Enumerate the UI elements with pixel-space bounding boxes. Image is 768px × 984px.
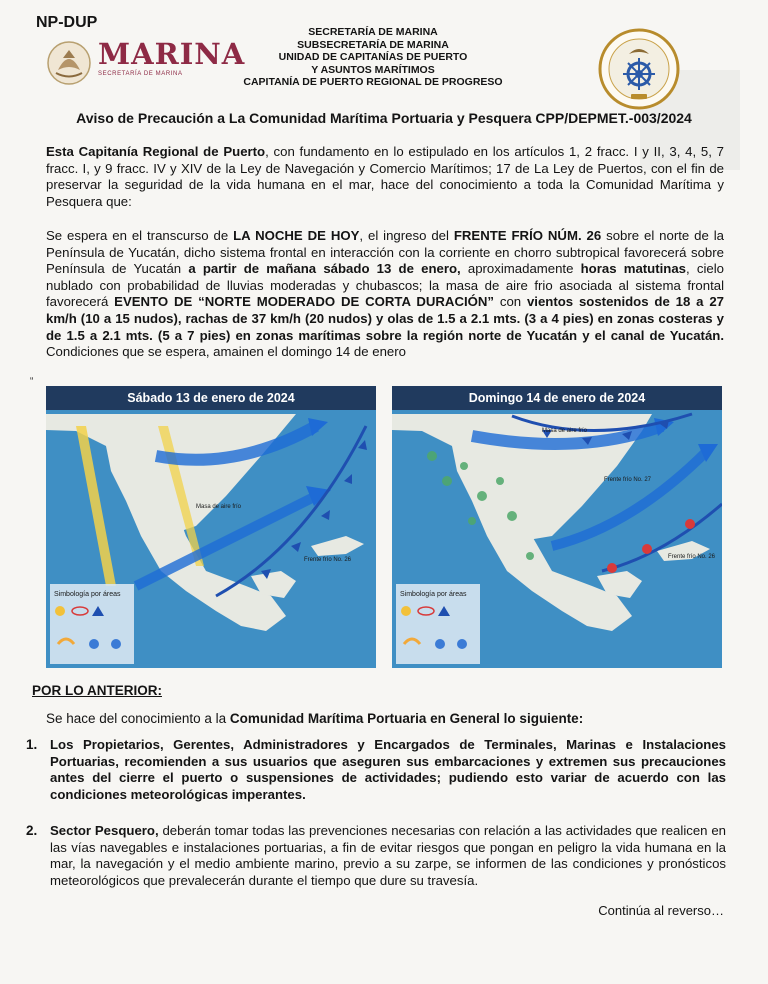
forecast-text: Condiciones que se espera, amainen el domingo 14 de enero <box>46 344 406 360</box>
map-label: Frente frío No. 26 <box>304 557 352 563</box>
forecast-text: Se espera en el transcurso de <box>46 228 234 243</box>
brand-name: MARINA <box>98 37 246 71</box>
item-number: 2. <box>26 823 38 838</box>
brand-subtitle: SECRETARÍA DE MARINA <box>98 71 183 77</box>
forecast-text: sobre el norte de la Península de Yucatán, dicho sistema frontal en interacción con la corriente en chorro subtropical favorecerá sobre Península de Yucatán <box>46 228 724 277</box>
forecast-text: con <box>494 294 527 310</box>
item-text <box>50 737 726 803</box>
intro-bold: Comunidad Marítima Portuaria en General lo siguiente: <box>229 711 584 726</box>
notice-title: Aviso de Precaución a La Comunidad Marítima Portuaria y Pesquera CPP/DEPMET.-003/2024 <box>76 110 692 126</box>
continue-note: Continúa al reverso… <box>598 903 724 918</box>
map-label: Masa de aire frío <box>196 504 242 510</box>
forecast-highlight: EVENTO DE “NORTE MODERADO DE CORTA DURACIÓN” <box>114 294 495 310</box>
side-mark: “ <box>30 376 34 387</box>
forecast-text: , cielo nublado con probabilidad de lluvias moderadas y chubascos; la masa de aire frio asociada al sistema frontal favorecerá <box>46 261 724 310</box>
forecast-highlight: horas matutinas <box>580 261 687 277</box>
item-body-text: deberán tomar todas las prevenciones necesarias con relación a las actividades que realicen en las vías navegables e instalaciones portuarias, a fin de evitar riesgos que pongan en peligro la vida humana en la mar, la navegación y el medio ambiente marino, previo a su zarpe, se informen de las condiciones y pronósticos meteorológicos que prevalecerán durante el tiempo que dure su travesía. <box>50 823 726 888</box>
legend-sun-icon <box>401 606 411 616</box>
item-bold-text: Los Propietarios, Gerentes, Administradores y Encargados de Terminales, Marinas e Instalaciones Portuarias, recomienden a sus usuarios que aseguren sus embarcaciones y extremen sus precauciones antes del cierre el puerto o suspensiones de actividades; pudiendo esto variar de acuerdo con las condiciones meteorológicas imperantes. <box>50 737 726 802</box>
legend-storm-icon <box>457 639 467 649</box>
forecast-text: aproximadamente <box>460 261 581 277</box>
letterhead-line: CAPITANÍA DE PUERTO REGIONAL DE PROGRESO <box>243 76 503 89</box>
forecast-map-sunday <box>392 386 722 668</box>
map-legend-title: Simbología por áreas <box>54 591 121 598</box>
legal-basis-paragraph <box>46 144 724 210</box>
letterhead <box>228 26 518 89</box>
forecast-map-saturday <box>46 386 376 668</box>
document-code: NP-DUP <box>36 14 98 31</box>
map-label: Frente frío No. 27 <box>604 477 652 483</box>
map-label: Masa de aire frío <box>542 428 588 434</box>
item-number: 1. <box>26 737 38 752</box>
letterhead-line: UNIDAD DE CAPITANÍAS DE PUERTO <box>278 51 468 64</box>
legend-sun-icon <box>55 606 65 616</box>
legend-wave-icon <box>435 639 445 649</box>
map-label: Frente frío No. 26 <box>668 554 716 560</box>
legend-storm-icon <box>111 639 121 649</box>
paragraph-lead: Esta Capitanía Regional de Puerto <box>46 144 266 159</box>
paragraph-body: , con fundamento en lo estipulado en los artículos 1, 2 fracc. I y II, 3, 4, 5, 7 fracc. I, y 9 fracc. IV y XIV de la Ley de Navegación y Comercio Marítimos; 17 de La Ley de Puertos, con el fin de preservar la seguridad de la vida humana en el mar, hace del conocimiento a toda la Comunidad Marítima y Pesquera que: <box>46 144 724 209</box>
forecast-highlight: FRENTE FRÍO NÚM. 26 <box>453 228 602 243</box>
map-title: Domingo 14 de enero de 2024 <box>468 391 646 405</box>
capitania-seal-icon <box>598 28 680 110</box>
intro-text: Se hace del conocimiento a la <box>46 711 230 726</box>
forecast-paragraph <box>46 228 724 361</box>
forecast-highlight: LA NOCHE DE HOY <box>233 228 360 243</box>
section-heading: POR LO ANTERIOR: <box>32 683 162 698</box>
item-bold-text: Sector Pesquero, <box>50 823 159 838</box>
map-title: Sábado 13 de enero de 2024 <box>127 391 295 405</box>
letterhead-line: SUBSECRETARÍA DE MARINA <box>297 38 449 51</box>
legend-wave-icon <box>89 639 99 649</box>
marina-eagle-emblem-icon <box>46 40 92 86</box>
item-text <box>50 823 726 889</box>
forecast-highlight: vientos sostenidos de 18 a 27 km/h (10 a 15 nudos), rachas de 37 km/h (20 nudos) y olas de 1.5 a 2.1 mts. (3 a 4 pies) en zonas costeras y de 1.5 a 2.1 mts. (5 a 7 pies) en zonas marítimas sobre la región norte de Yucatán y el canal de Yucatán. <box>46 294 724 343</box>
letterhead-line: SECRETARÍA DE MARINA <box>308 26 438 38</box>
map-legend-title: Simbología por áreas <box>400 591 467 598</box>
forecast-text: , el ingreso del <box>359 228 454 243</box>
forecast-highlight: a partir de mañana sábado 13 de enero, <box>188 261 461 277</box>
letterhead-line: Y ASUNTOS MARÍTIMOS <box>311 63 435 76</box>
intro-line <box>46 711 583 726</box>
